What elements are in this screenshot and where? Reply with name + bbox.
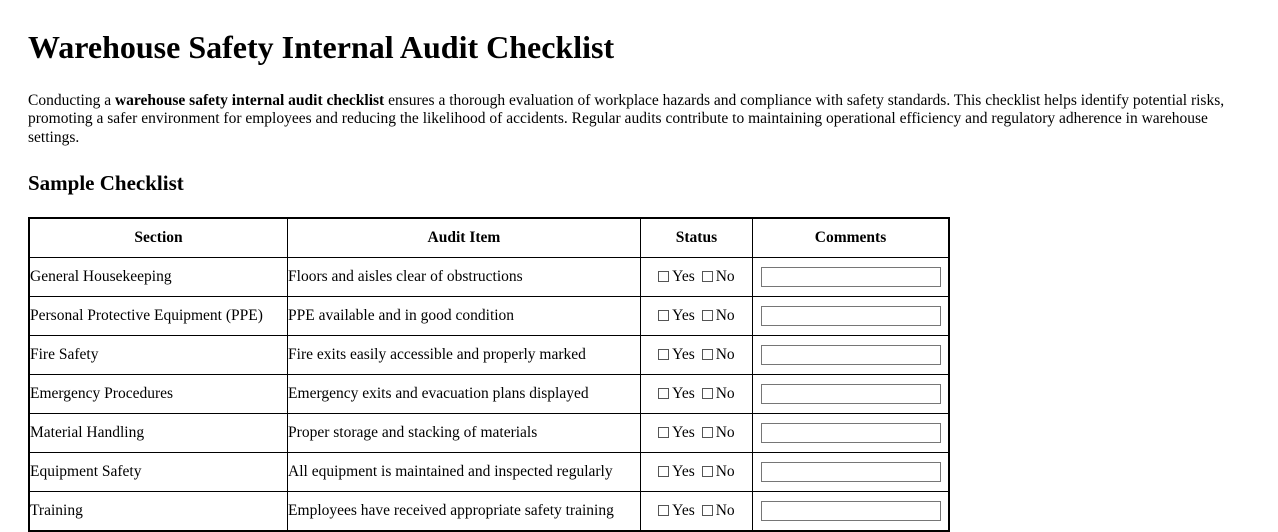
checkbox-yes[interactable] bbox=[658, 427, 669, 438]
status-option-no bbox=[702, 463, 735, 481]
status-option-no bbox=[702, 268, 735, 286]
intro-lead: Conducting a bbox=[28, 91, 115, 109]
cell-comments bbox=[753, 258, 949, 297]
cell-audit-item: Floors and aisles clear of obstructions bbox=[288, 258, 641, 297]
status-option-yes bbox=[658, 463, 695, 481]
intro-paragraph bbox=[28, 92, 1228, 148]
cell-status bbox=[640, 453, 752, 492]
cell-status bbox=[640, 336, 752, 375]
status-option-yes bbox=[658, 502, 695, 520]
checkbox-label-no[interactable]: No bbox=[715, 385, 735, 403]
cell-audit-item: Fire exits easily accessible and properly marked bbox=[288, 336, 641, 375]
checkbox-label-yes[interactable]: Yes bbox=[672, 424, 695, 442]
comment-input[interactable] bbox=[761, 423, 941, 443]
cell-audit-item: PPE available and in good condition bbox=[288, 297, 641, 336]
cell-status bbox=[640, 375, 752, 414]
table-row bbox=[29, 375, 949, 414]
table-row bbox=[29, 414, 949, 453]
checkbox-label-no[interactable]: No bbox=[715, 307, 735, 325]
checkbox-label-no[interactable]: No bbox=[715, 463, 735, 481]
cell-section: Emergency Procedures bbox=[29, 375, 288, 414]
status-option-yes bbox=[658, 385, 695, 403]
comment-input[interactable] bbox=[761, 501, 941, 521]
column-header-section: Section bbox=[29, 218, 288, 258]
cell-comments bbox=[753, 453, 949, 492]
checklist-table bbox=[28, 217, 950, 532]
cell-status bbox=[640, 297, 752, 336]
checkbox-no[interactable] bbox=[702, 505, 713, 516]
status-option-no bbox=[702, 424, 735, 442]
cell-audit-item: Employees have received appropriate safety training bbox=[288, 492, 641, 532]
checkbox-label-yes[interactable]: Yes bbox=[672, 268, 695, 286]
checkbox-label-yes[interactable]: Yes bbox=[672, 502, 695, 520]
checkbox-no[interactable] bbox=[702, 310, 713, 321]
column-header-status: Status bbox=[640, 218, 752, 258]
table-row bbox=[29, 336, 949, 375]
cell-section: Equipment Safety bbox=[29, 453, 288, 492]
checkbox-yes[interactable] bbox=[658, 466, 669, 477]
cell-comments bbox=[753, 375, 949, 414]
checkbox-yes[interactable] bbox=[658, 271, 669, 282]
checkbox-label-yes[interactable]: Yes bbox=[672, 463, 695, 481]
table-row bbox=[29, 297, 949, 336]
comment-input[interactable] bbox=[761, 462, 941, 482]
table-row bbox=[29, 258, 949, 297]
checkbox-yes[interactable] bbox=[658, 349, 669, 360]
comment-input[interactable] bbox=[761, 345, 941, 365]
cell-comments bbox=[753, 297, 949, 336]
column-header-comments: Comments bbox=[753, 218, 949, 258]
cell-status bbox=[640, 258, 752, 297]
table-header bbox=[29, 218, 949, 258]
cell-audit-item: Emergency exits and evacuation plans displayed bbox=[288, 375, 641, 414]
checkbox-no[interactable] bbox=[702, 349, 713, 360]
status-option-no bbox=[702, 385, 735, 403]
status-option-yes bbox=[658, 307, 695, 325]
status-option-yes bbox=[658, 346, 695, 364]
checkbox-label-no[interactable]: No bbox=[715, 424, 735, 442]
checkbox-label-no[interactable]: No bbox=[715, 502, 735, 520]
cell-section: Fire Safety bbox=[29, 336, 288, 375]
checkbox-no[interactable] bbox=[702, 271, 713, 282]
status-option-no bbox=[702, 502, 735, 520]
cell-comments bbox=[753, 414, 949, 453]
intro-bold-phrase: warehouse safety internal audit checklist bbox=[114, 91, 385, 109]
checkbox-no[interactable] bbox=[702, 388, 713, 399]
cell-section: General Housekeeping bbox=[29, 258, 288, 297]
checkbox-label-yes[interactable]: Yes bbox=[672, 346, 695, 364]
cell-audit-item: All equipment is maintained and inspected regularly bbox=[288, 453, 641, 492]
checkbox-label-yes[interactable]: Yes bbox=[672, 385, 695, 403]
cell-status bbox=[640, 414, 752, 453]
cell-comments bbox=[753, 492, 949, 532]
cell-section: Material Handling bbox=[29, 414, 288, 453]
page-title: Warehouse Safety Internal Audit Checklist bbox=[28, 29, 615, 65]
cell-status bbox=[640, 492, 752, 532]
table-row bbox=[29, 453, 949, 492]
checkbox-no[interactable] bbox=[702, 466, 713, 477]
status-option-yes bbox=[658, 424, 695, 442]
checkbox-yes[interactable] bbox=[658, 310, 669, 321]
table-body bbox=[29, 258, 949, 532]
status-option-no bbox=[702, 307, 735, 325]
column-header-audit-item: Audit Item bbox=[288, 218, 641, 258]
table-row bbox=[29, 492, 949, 532]
checkbox-label-no[interactable]: No bbox=[715, 346, 735, 364]
checkbox-no[interactable] bbox=[702, 427, 713, 438]
status-option-yes bbox=[658, 268, 695, 286]
cell-comments bbox=[753, 336, 949, 375]
table-header-row bbox=[29, 218, 949, 258]
comment-input[interactable] bbox=[761, 384, 941, 404]
cell-section: Training bbox=[29, 492, 288, 532]
comment-input[interactable] bbox=[761, 267, 941, 287]
checkbox-label-yes[interactable]: Yes bbox=[672, 307, 695, 325]
cell-section: Personal Protective Equipment (PPE) bbox=[29, 297, 288, 336]
intro-rest: ensures a thorough evaluation of workplace hazards and compliance with safety standards. This checklist helps identify potential risks, promoting a safer environment for employees and reducing the likelihood of accidents. Regular audits contribute to maintaining operational efficiency and regulatory adherence in warehouse settings. bbox=[28, 91, 1225, 146]
status-option-no bbox=[702, 346, 735, 364]
section-heading: Sample Checklist bbox=[28, 171, 184, 196]
comment-input[interactable] bbox=[761, 306, 941, 326]
checkbox-yes[interactable] bbox=[658, 388, 669, 399]
checkbox-label-no[interactable]: No bbox=[715, 268, 735, 286]
checkbox-yes[interactable] bbox=[658, 505, 669, 516]
cell-audit-item: Proper storage and stacking of materials bbox=[288, 414, 641, 453]
